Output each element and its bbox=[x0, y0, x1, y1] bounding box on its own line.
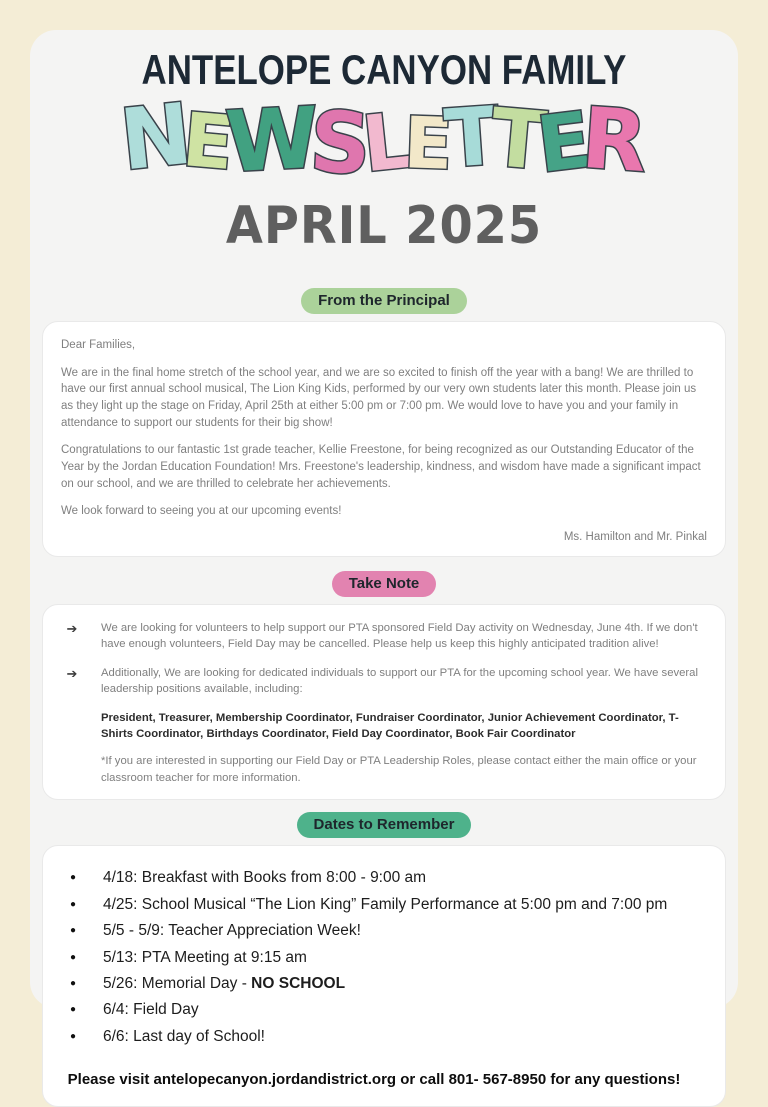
bullet-icon: ● bbox=[69, 1004, 77, 1016]
date-item bbox=[43, 948, 705, 968]
note-item-text: Additionally, We are looking for dedicated individuals to support our PTA for the upcoming school year. We have several leadership positions available, including: bbox=[101, 666, 698, 696]
newsletter-letter: S bbox=[308, 92, 374, 194]
bullet-icon: ● bbox=[69, 925, 77, 937]
section-badge-principal: From the Principal bbox=[301, 288, 467, 314]
note-item bbox=[43, 620, 707, 653]
newsletter-page bbox=[30, 30, 738, 1089]
date-item-text: 5/26: Memorial Day - bbox=[103, 974, 252, 992]
newsletter-letter: W bbox=[223, 88, 321, 192]
newsletter-letter: R bbox=[579, 88, 651, 192]
contact-footer: Please visit antelopecanyon.jordandistrict.org or call 801- 567-8950 for any questions! bbox=[67, 1071, 681, 1089]
section-badge-dates: Dates to Remember bbox=[297, 812, 472, 838]
date-item bbox=[43, 895, 705, 915]
letter-signature: Ms. Hamilton and Mr. Pinkal bbox=[563, 531, 707, 544]
date-item-text: 4/25: School Musical “The Lion King” Family Performance at 5:00 pm and 7:00 pm bbox=[103, 895, 668, 913]
date-item bbox=[43, 868, 705, 888]
dates-card bbox=[42, 845, 726, 1107]
newsletter-letter: T bbox=[441, 89, 503, 186]
arrow-bullet-icon: ➔ bbox=[66, 621, 78, 637]
date-item-text: 5/13: PTA Meeting at 9:15 am bbox=[103, 948, 307, 966]
newsletter-letter: E bbox=[179, 96, 238, 188]
take-note-card bbox=[42, 604, 726, 800]
date-item bbox=[43, 1000, 705, 1020]
pta-roles-list: President, Treasurer, Membership Coordinator, Fundraiser Coordinator, Junior Achievement Coordinator, T-Shirts Coordinator, Birthdays Coordinator, Field Day Coordinator, Book Fair Coordinator bbox=[101, 711, 679, 741]
date-item-text: 4/18: Breakfast with Books from 8:00 - 9:00 am bbox=[103, 869, 427, 887]
letter-greeting: Dear Families, bbox=[61, 339, 136, 351]
bullet-icon: ● bbox=[69, 1030, 77, 1042]
newsletter-letter: E bbox=[532, 96, 596, 191]
contact-note: *If you are interested in supporting our Field Day or PTA Leadership Roles, please contact either the main office or your classroom teacher for more information. bbox=[101, 755, 697, 784]
page-title: ANTELOPE CANYON FAMILY bbox=[141, 46, 627, 93]
date-item bbox=[43, 921, 705, 941]
section-badge-take-note: Take Note bbox=[332, 571, 437, 597]
date-item-text: 6/6: Last day of School! bbox=[103, 1027, 265, 1045]
arrow-bullet-icon: ➔ bbox=[66, 665, 78, 681]
note-item bbox=[43, 665, 707, 698]
date-item-bold: NO SCHOOL bbox=[251, 974, 346, 992]
bullet-icon: ● bbox=[69, 872, 77, 884]
principal-letter-card bbox=[42, 321, 726, 557]
newsletter-month: APRIL 2025 bbox=[225, 196, 543, 256]
newsletter-letter: T bbox=[487, 90, 550, 189]
newsletter-letter: E bbox=[402, 101, 455, 186]
dates-list bbox=[43, 868, 705, 1053]
date-item-text: 6/4: Field Day bbox=[103, 1001, 199, 1019]
bullet-icon: ● bbox=[69, 951, 77, 963]
letter-paragraph: Congratulations to our fantastic 1st grade teacher, Kellie Freestone, for being recognized as our Outstanding Educator of the Year by the Jordan Education Foundation! Mrs. Freestone's leadership, kindness, and wisdom have made a significant impact on our school, and we are thrilled to celebrate her achievements. bbox=[61, 444, 701, 490]
newsletter-letter: L bbox=[358, 96, 417, 191]
bullet-icon: ● bbox=[69, 977, 77, 989]
date-item bbox=[43, 974, 705, 994]
letter-closing: We look forward to seeing you at our upcoming events! bbox=[61, 505, 342, 518]
bullet-icon: ● bbox=[69, 898, 77, 910]
newsletter-letter: N bbox=[115, 84, 197, 190]
date-item bbox=[43, 1027, 705, 1047]
letter-paragraph: We are in the final home stretch of the school year, and we are so excited to finish off the year with a bang! We are thrilled to have our first annual school musical, The Lion King Kids, performed by our very own students later this month. Please join us as they light up the stage on Friday, April 25th at either 5:00 pm or 7:00 pm. We would love to have you and your family in attendance to support our students for their big show! bbox=[61, 366, 697, 429]
date-item-text: 5/5 - 5/9: Teacher Appreciation Week! bbox=[103, 922, 361, 940]
note-item-text: We are looking for volunteers to help support our PTA sponsored Field Day activity on Wednesday, June 4th. If we don't have enough volunteers, Field Day may be cancelled. Please help us keep this highly anticipated tradition alive! bbox=[101, 622, 698, 651]
newsletter-wordmark bbox=[30, 84, 738, 194]
